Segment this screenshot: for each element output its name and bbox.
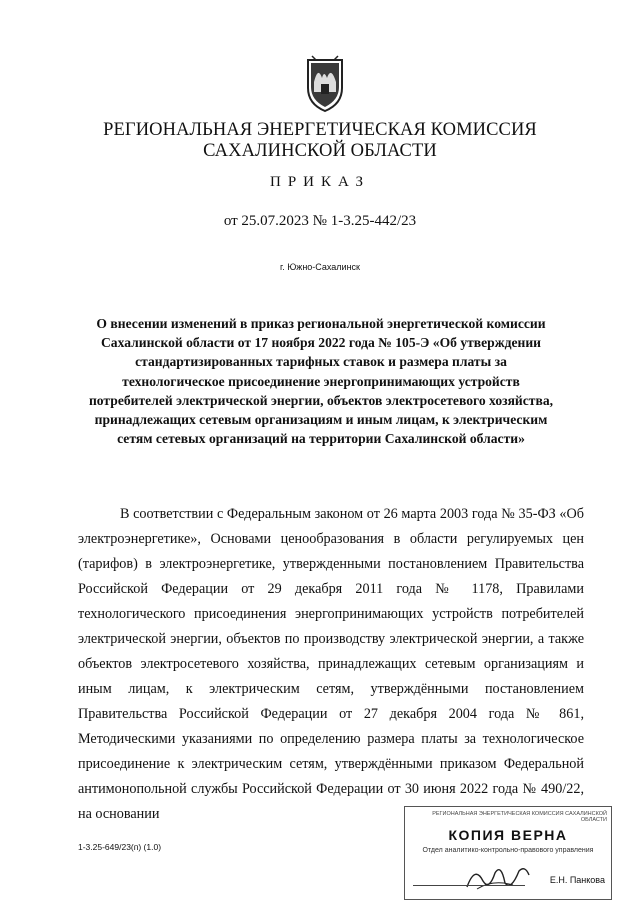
stamp-title: КОПИЯ ВЕРНА	[448, 827, 568, 843]
stamp-organization: РЕГИОНАЛЬНАЯ ЭНЕРГЕТИЧЕСКАЯ КОМИССИЯ САХАЛИНСКОЙ ОБЛАСТИ	[432, 811, 607, 823]
certified-copy-stamp	[404, 806, 612, 900]
document-type: ПРИКАЗ	[270, 174, 370, 190]
signatory-name: Е.Н. Панкова	[549, 875, 605, 885]
footer-document-code: 1-3.25-649/23(п) (1.0)	[78, 842, 162, 852]
organization-name-line-2: САХАЛИНСКОЙ ОБЛАСТИ	[203, 141, 437, 161]
handwritten-signature	[463, 861, 533, 895]
coat-of-arms-emblem	[302, 52, 348, 114]
signature-line	[413, 885, 525, 886]
stamp-department: Отдел аналитико-контрольно-правового управления	[422, 847, 594, 854]
document-number: от 25.07.2023 № 1-3.25-442/23	[223, 213, 417, 229]
document-subject: О внесении изменений в приказ региональной энергетической комиссии Сахалинской области от 17 ноября 2022 года № 105-Э «Об утверждении стандартизированных тарифных ставок и размера платы за технологическое присоединение энергопринимающих устройств потребителей электрической энергии, объектов электросетевого хозяйства, принадлежащих сетевым организациям и иным лицам, к электрическим сетям сетевых организаций на территории Сахалинской области»	[88, 316, 554, 447]
body-paragraph: В соответствии с Федеральным законом от 26 марта 2003 года № 35-ФЗ «Об электроэнергетике», Основами ценообразования в области регулируемых цен (тарифов) в электроэнергетике, утвержденными постановлением Правительства Российской Федерации от 29 декабря 2011 года № 1178, Правилами технологического присоединения энергопринимающих устройств потребителей электрической энергии, объектов по производству электрической энергии, а также объектов электросетевого хозяйства, принадлежащих сетевым организациям и иным лицам, к электрическим сетям, утверждёнными постановлением Правительства Российской Федерации от 27 декабря 2004 года № 861, Методическими указаниями по определению размера платы за технологическое присоединение к электрическим сетям, утверждёнными приказом Федеральной антимонопольной службы Российской Федерации от 30 июня 2022 года № 490/22, на основании	[78, 506, 584, 822]
organization-name-line-1: РЕГИОНАЛЬНАЯ ЭНЕРГЕТИЧЕСКАЯ КОМИССИЯ	[103, 120, 537, 140]
city-label: г. Южно-Сахалинск	[280, 262, 360, 272]
